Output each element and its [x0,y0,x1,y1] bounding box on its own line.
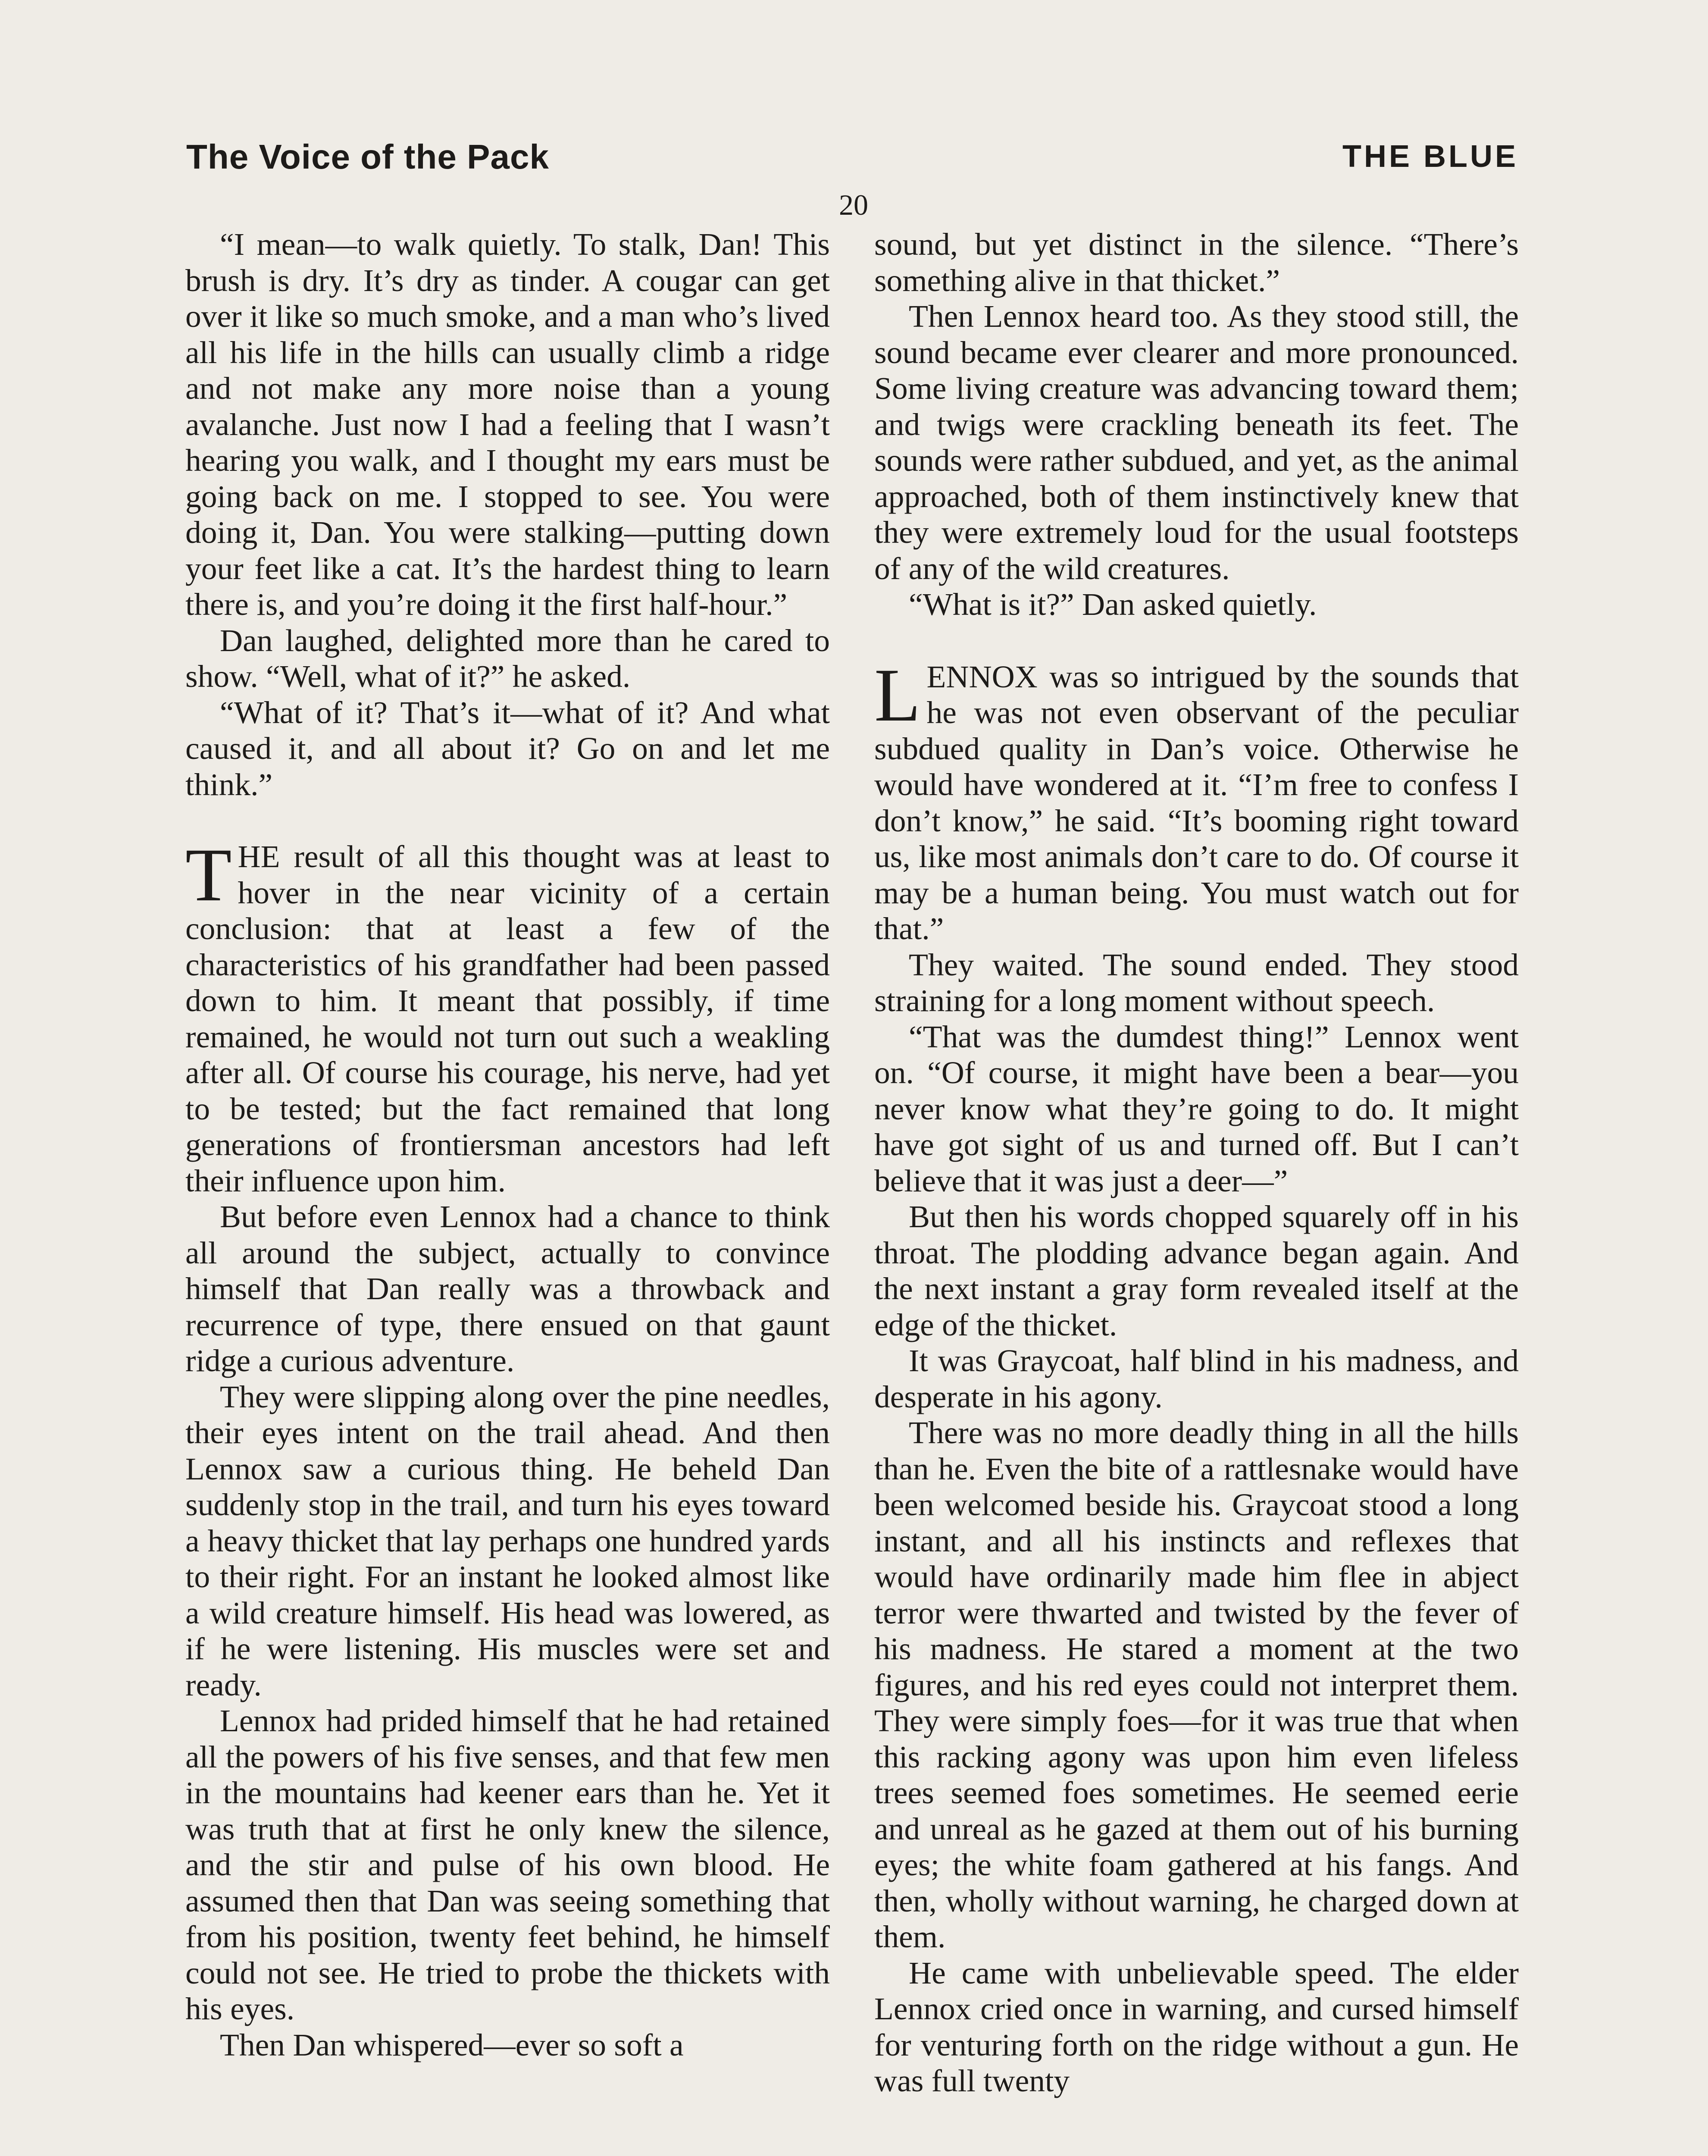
paragraph: They waited. The sound ended. They stood straining for a long moment without speech. [874,947,1519,1018]
magazine-name: THE BLUE [1342,139,1518,174]
section-opening-paragraph [874,653,1519,947]
paragraph: They were slipping along over the pine needles, their eyes intent on the trail ahead. And then Lennox saw a curious thing. He beheld Dan suddenly stop in the trail, and turn his eyes toward a heavy thicket that lay perhaps one hundred yards to their right. For an instant he looked almost like a wild creature himself. His head was lowered, as if he were listening. His muscles were set and ready. [185,1379,830,1702]
paragraph: But before even Lennox had a chance to think all around the subject, actually to convince himself that Dan really was a throwback and recurrence of type, there ensued on that gaunt ridge a curious adventure. [185,1199,830,1378]
section-opening-text: HE result of all this thought was at least to hover in the near vicinity of a certain conclusion: that at least a few of the characteristics of his grandfather had been passed down to him. It meant that possibly, if time remained, he would not turn out such a weakling after all. Of course his courage, his nerve, had yet to be tested; but the fact remained that long generations of frontiersman ancestors had left their influence upon him. [185,839,830,1198]
section-opening-paragraph [185,833,830,1199]
right-column [874,226,1519,2099]
drop-cap: T [185,833,232,917]
paragraph: There was no more deadly thing in all the hills than he. Even the bite of a rattlesnake would have been welcomed beside his. Graycoat stood a long instant, and all his instincts and reflexes that would have ordinarily made him flee in abject terror were thwarted and twisted by the fever of his madness. He stared a moment at the two figures, and his red eyes could not interpret them. They were simply foes—for it was true that when this racking agony was upon him even lifeless trees seemed foes sometimes. He seemed eerie and unreal as he gazed at them out of his burning eyes; the white foam gathered at his fangs. And then, wholly without warning, he charged down at them. [874,1415,1519,1954]
paragraph: “What is it?” Dan asked quietly. [909,587,1317,622]
continued-paragraph: sound, but yet distinct in the silence. “There’s something alive in that thicket.” [874,227,1519,298]
paragraph: Lennox had prided himself that he had retained all the powers of his five senses, and that few men in the mountains had keener ears than he. Yet it was truth that at first he only knew the silence, and the stir and pulse of his own blood. He assumed then that Dan was seeing something that from his position, twenty feet behind, he himself could not see. He tried to probe the thickets with his eyes. [185,1703,830,2026]
paragraph: But then his words chopped squarely off in his throat. The plodding advance began again. And the next instant a gray form revealed itself at the edge of the thicket. [874,1199,1519,1342]
section-opening-text: ENNOX was so intrigued by the sounds that he was not even observant of the peculiar subdued quality in Dan’s voice. Otherwise he would have wondered at it. “I’m free to confess I don’t know,” he said. “It’s booming right toward us, like most animals don’t care to do. Of course it may be a human being. You must watch out for that.” [874,659,1519,946]
paragraph: “I mean—to walk quietly. To stalk, Dan! This brush is dry. It’s dry as tinder. A cougar can get over it like so much smoke, and a man who’s lived all his life in the hills can usually climb a ridge and not make any more noise than a young avalanche. Just now I had a feeling that I wasn’t hearing you walk, and I thought my ears must be going back on me. I stopped to see. You were doing it, Dan. You were stalking—putting down your feet like a cat. It’s the hardest thing to learn there is, and you’re doing it the first half-hour.” [185,227,830,622]
paragraph: Dan laughed, delighted more than he cared to show. “Well, what of it?” he asked. [185,623,830,694]
drop-cap: L [874,653,921,737]
running-title: The Voice of the Pack [186,138,549,176]
paragraph: He came with unbelievable speed. The elder Lennox cried once in warning, and cursed himself for venturing forth on the ridge without a gun. He was full twenty [874,1955,1519,2098]
left-column [185,226,830,2063]
paragraph: “What of it? That’s it—what of it? And what caused it, and all about it? Go on and let me think.” [185,695,830,802]
paragraph: Then Dan whispered—ever so soft a [220,2027,684,2062]
paragraph: “That was the dumdest thing!” Lennox went on. “Of course, it might have been a bear—you never know what they’re going to do. It might have got sight of us and turned off. But I can’t believe that it was just a deer—” [874,1019,1519,1198]
paragraph: Then Lennox heard too. As they stood still, the sound became ever clearer and more pronounced. Some living creature was advancing toward them; and twigs were crackling beneath its feet. The sounds were rather subdued, and yet, as the animal approached, both of them instinctively knew that they were extremely loud for the usual footsteps of any of the wild creatures. [874,299,1519,586]
page-number: 20 [839,188,868,221]
paragraph: It was Graycoat, half blind in his madness, and desperate in his agony. [874,1343,1519,1414]
